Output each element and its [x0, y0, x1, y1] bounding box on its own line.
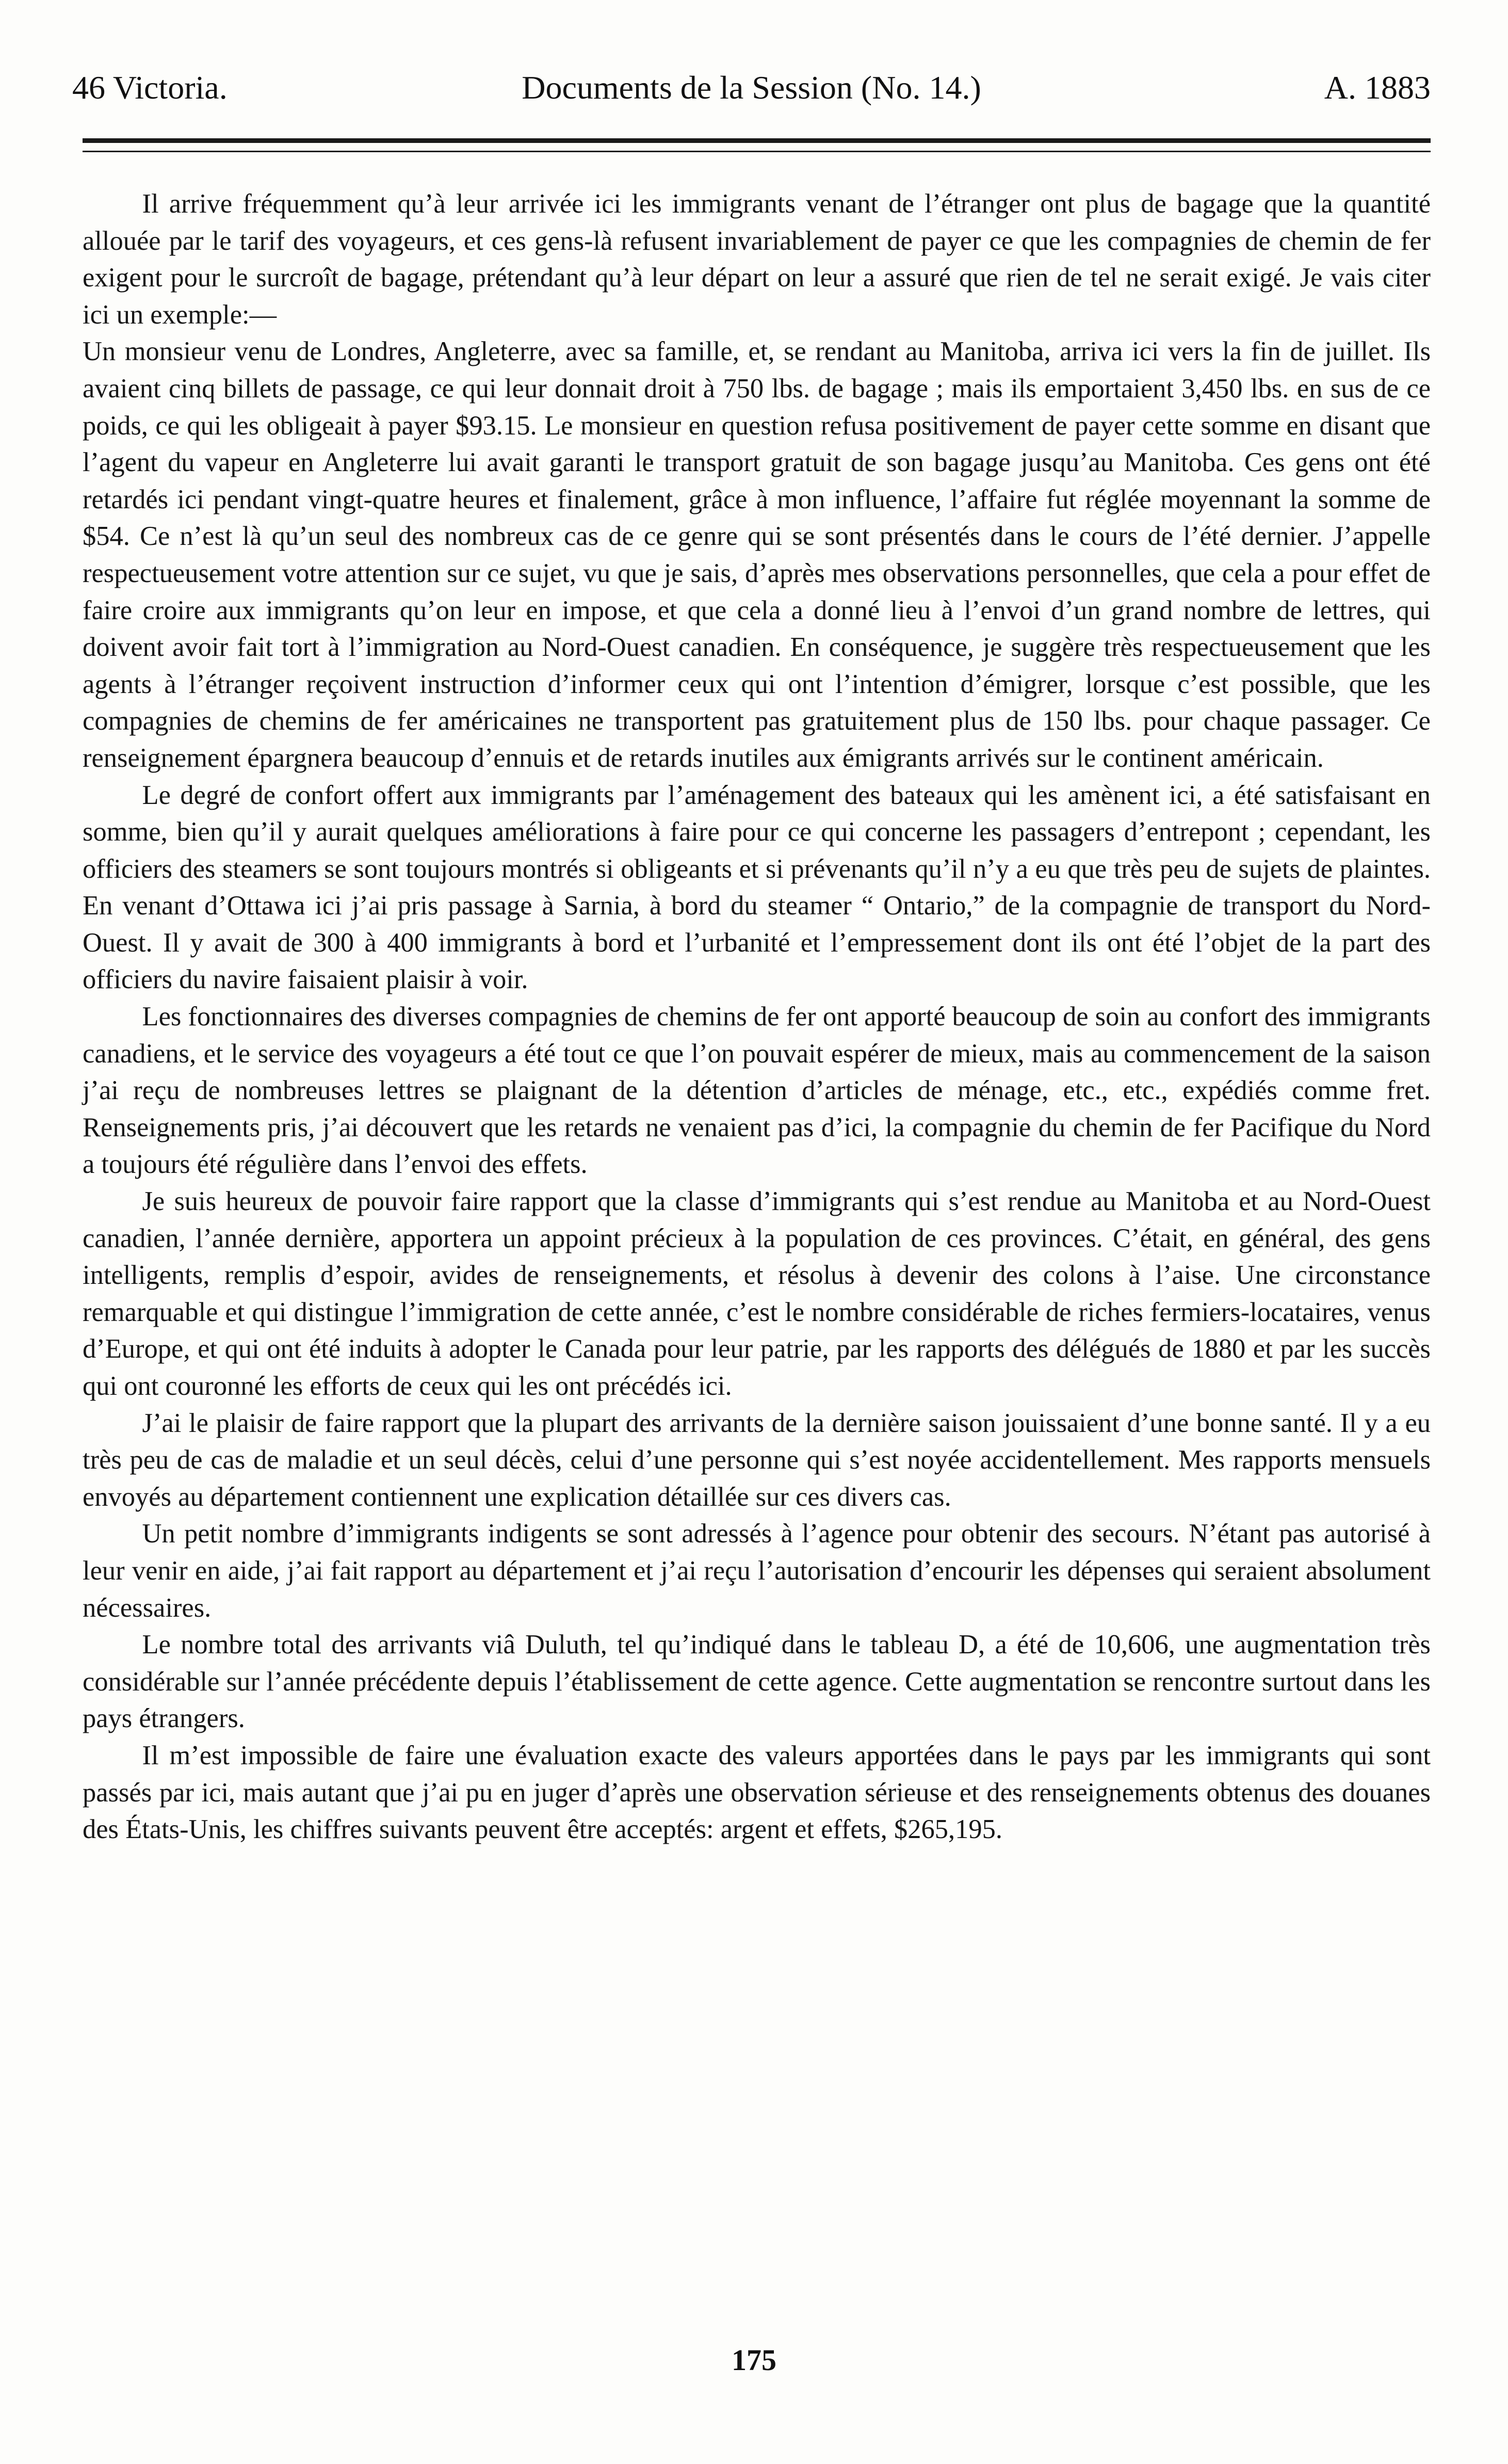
paragraph-immigrant-class: Je suis heureux de pouvoir faire rapport que la classe d’immigrants qui s’est rendue au Manitoba et au Nord-Ouest canadien, l’année dernière, apportera un appoint précieux à la population de ces provinces. C’était, en général, des gens intelligents, remplis d’espoir, avides de renseignements, et résolus à devenir des colons à l’aise. Une circonstance remarquable et qui distingue l’immigration de cette année, c’est le nombre considérable de riches fermiers-locataires, venus d’Europe, et qui ont été induits à adopter le Canada pour leur patrie, par les rapports des délégués de 1880 et par les succès qui ont couronné les efforts de ceux qui les ont précédés ici.: [83, 1186, 1431, 1401]
header-rule-thick: [83, 138, 1431, 143]
paragraph-indigents: Un petit nombre d’immigrants indigents se sont adressés à l’agence pour obtenir des secours. N’étant pas autorisé à leur venir en aide, j’ai fait rapport au département et j’ai reçu l’autorisation d’encourir les dépenses qui seraient absolument nécessaires.: [83, 1519, 1431, 1623]
header-year: A. 1883: [1324, 69, 1431, 106]
page-header: [72, 59, 1431, 116]
paragraph-steamers: Le degré de confort offert aux immigrants par l’aménagement des bateaux qui les amènent ici, a été satisfaisant en somme, bien qu’il y aurait quelques améliorations à faire pour ce qui concerne les passagers d’entrepont ; cependant, les officiers des steamers se sont toujours montrés si obligeants et si prévenants qu’il n’y a eu que très peu de sujets de plaintes. En venant d’Ottawa ici j’ai pris passage à Sarnia, à bord du steamer “ Ontario,” de la compagnie de transport du Nord-Ouest. Il y avait de 300 à 400 immigrants à bord et l’urbanité et l’empressement dont ils ont été l’objet de la part des officiers du navire faisaient plaisir à voir.: [83, 780, 1431, 995]
body-text: [83, 186, 1431, 1848]
paragraph-health: J’ai le plaisir de faire rapport que la plupart des arrivants de la dernière saison jouissaient d’une bonne santé. Il y a eu très peu de cas de maladie et un seul décès, celui d’une personne qui s’est noyée accidentellement. Mes rapports mensuels envoyés au département contiennent une explication détaillée sur ces divers cas.: [83, 1408, 1431, 1512]
header-title: Documents de la Session (No. 14.): [522, 69, 981, 106]
page-number: 175: [732, 2343, 776, 2377]
header-rule-thin: [83, 151, 1431, 152]
paragraph-arrivals: Le nombre total des arrivants viâ Duluth, tel qu’indiqué dans le tableau D, a été de 10,606, une augmentation très considérable sur l’année précédente depuis l’établissement de cette agence. Cette augmentation se rencontre surtout dans les pays étrangers.: [83, 1630, 1431, 1734]
header-session: 46 Victoria.: [72, 69, 228, 106]
paragraph-example: Un monsieur venu de Londres, Angleterre, avec sa famille, et, se rendant au Manitoba, arriva ici vers la fin de juillet. Ils avaient cinq billets de passage, ce qui leur donnait droit à 750 lbs. de bagage ; mais ils emportaient 3,450 lbs. en sus de ce poids, ce qui les obligeait à payer $93.15. Le monsieur en question refusa positivement de payer cette somme en disant que l’agent du vapeur en Angleterre lui avait garanti le transport gratuit de son bagage jusqu’au Manitoba. Ces gens ont été retardés ici pendant vingt-quatre heures et finalement, grâce à mon influence, l’affaire fut réglée moyennant la somme de $54. Ce n’est là qu’un seul des nombreux cas de ce genre qui se sont présentés dans le cours de l’été dernier. J’appelle respectueusement votre attention sur ce sujet, vu que je sais, d’après mes observations personnelles, que cela a pour effet de faire croire aux immigrants qu’on leur en impose, et que cela a donné lieu à l’envoi d’un grand nombre de lettres, qui doivent avoir fait tort à l’immigration au Nord-Ouest canadien. En conséquence, je suggère très respectueusement que les agents à l’étranger reçoivent instruction d’informer ceux qui ont l’intention d’émigrer, lorsque c’est possible, que les compagnies de chemins de fer américaines ne transportent pas gratuitement plus de 150 lbs. pour chaque passager. Ce renseignement épargnera beaucoup d’ennuis et de retards inutiles aux émigrants arrivés sur le continent américain.: [83, 336, 1431, 773]
paragraph-values: Il m’est impossible de faire une évaluation exacte des valeurs apportées dans le pays par les immigrants qui sont passés par ici, mais autant que j’ai pu en juger d’après une observation sérieuse et des renseignements obtenus des douanes des États-Unis, les chiffres suivants peuvent être acceptés: argent et effets, $265,195.: [83, 1740, 1431, 1845]
paragraph-baggage: Il arrive fréquemment qu’à leur arrivée ici les immigrants venant de l’étranger ont plus de bagage que la quantité allouée par le tarif des voyageurs, et ces gens-là refusent invariablement de payer ce que les compagnies de chemin de fer exigent pour le surcroît de bagage, prétendant qu’à leur départ on leur a assuré que rien de tel ne serait exigé. Je vais citer ici un exemple:—: [83, 189, 1431, 330]
paragraph-railways: Les fonctionnaires des diverses compagnies de chemins de fer ont apporté beaucoup de soin au confort des immigrants canadiens, et le service des voyageurs a été tout ce que l’on pouvait espérer de mieux, mais au commencement de la saison j’ai reçu de nombreuses lettres se plaignant de la détention d’articles de ménage, etc., etc., expédiés comme fret. Renseignements pris, j’ai découvert que les retards ne venaient pas d’ici, la compagnie du chemin de fer Pacifique du Nord a toujours été régulière dans l’envoi des effets.: [83, 1002, 1431, 1180]
